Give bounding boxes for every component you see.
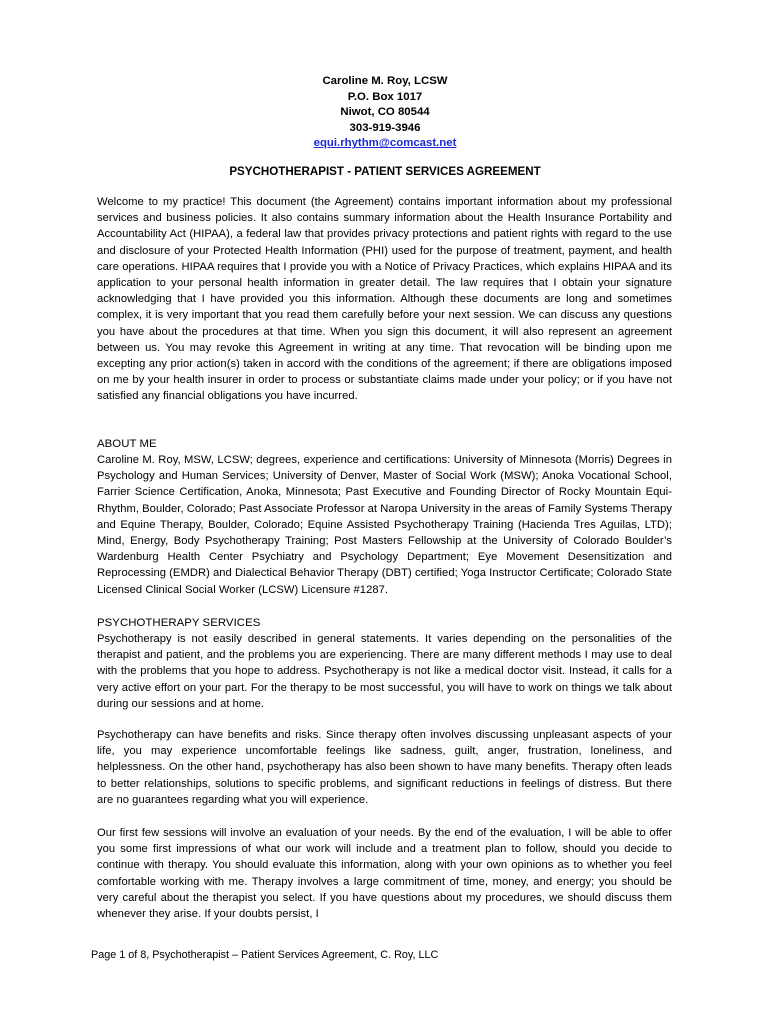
po-box: P.O. Box 1017	[347, 90, 423, 103]
phone-number: 303-919-3946	[349, 121, 421, 134]
city-state-zip: Niwot, CO 80544	[340, 106, 430, 119]
psychotherapy-paragraph-1: Psychotherapy is not easily described in general statements. It varies depending on the personalities of the therapist and patient, and the problems you are experiencing. There are many different methods I may use to deal with the problems that you hope to address. Psychotherapy is not like a medical doctor visit. Instead, it calls for a very active effort on your part. For the therapy to be most successful, you will have to work on things we talk about during our sessions and at home.	[97, 633, 672, 710]
document-title: PSYCHOTHERAPIST - PATIENT SERVICES AGREEMENT	[229, 165, 541, 178]
about-me-section	[97, 436, 672, 598]
page-footer: Page 1 of 8, Psychotherapist – Patient Services Agreement, C. Roy, LLC	[91, 949, 439, 961]
therapist-name: Caroline M. Roy, LCSW	[322, 75, 448, 87]
about-me-heading: ABOUT ME	[97, 438, 157, 450]
psychotherapy-services-section	[97, 615, 672, 712]
email-link[interactable]: equi.rhythm@comcast.net	[313, 137, 457, 150]
psychotherapy-paragraph-3: Our first few sessions will involve an evaluation of your needs. By the end of the evaluation, I will be able to offer you some first impressions of what our work will include and a treatment plan to follow, should you decide to continue with therapy. You should evaluate this information, along with your own opinions as to whether you feel comfortable working with me. Therapy involves a large commitment of time, money, and energy; you should be very careful about the therapist you select. If you have questions about my procedures, we should discuss them whenever they arise. If your doubts persist, I	[97, 827, 672, 921]
psychotherapy-paragraph-2: Psychotherapy can have benefits and risks. Since therapy often involves discussing unpleasant aspects of your life, you may experience uncomfortable feelings like sadness, guilt, anger, frustration, loneliness, and helplessness. On the other hand, psychotherapy has also been shown to have many benefits. Therapy often leads to better relationships, solutions to specific problems, and significant reductions in feelings of distress. But there are no guarantees regarding what you will experience.	[97, 729, 672, 806]
psychotherapy-services-heading: PSYCHOTHERAPY SERVICES	[97, 617, 261, 629]
letterhead	[0, 74, 770, 152]
intro-paragraph: Welcome to my practice! This document (the Agreement) contains important information about my professional services and business policies. It also contains summary information about the Health Insurance Portability and Accountability Act (HIPAA), a federal law that provides privacy protections and patient rights with regard to the use and disclosure of your Protected Health Information (PHI) used for the purpose of treatment, payment, and health care operations. HIPAA requires that I provide you with a Notice of Privacy Practices, which explains HIPAA and its application to your personal health information in greater detail. The law requires that I obtain your signature acknowledging that I have provided you this information. Although these documents are long and sometimes complex, it is very important that you read them carefully before your next session. We can discuss any questions you have about the procedures at that time. When you sign this document, it will also represent an agreement between us. You may revoke this Agreement in writing at any time. That revocation will be binding upon me excepting any prior action(s) taken in accord with the conditions of the agreement; if there are obligations imposed on me by your health insurer in order to process or substantiate claims made under your policy; or if you have not satisfied any financial obligations you have incurred.	[97, 196, 672, 403]
about-me-text: Caroline M. Roy, MSW, LCSW; degrees, experience and certifications: University of Minnesota (Morris) Degrees in Psychology and Human Services; University of Denver, Master of Social Work (MSW); Anoka Vocational School, Farrier Science Certification, Anoka, Minnesota; Past Executive and Founding Director of Rocky Mountain Equi-Rhythm, Boulder, Colorado; Past Associate Professor at Naropa University in the areas of Family Systems Therapy and Equine Therapy, Boulder, Colorado; Equine Assisted Psychotherapy Training (Hacienda Tres Aguilas, LTD); Mind, Energy, Body Psychotherapy Training; Post Masters Fellowship at the University of Colorado Boulder’s Wardenburg Health Center Psychiatry and Psychology Department; Eye Movement Desensitization and Reprocessing (EMDR) and Dialectical Behavior Therapy (DBT) certified; Yoga Instructor Certificate; Colorado State Licensed Clinical Social Worker (LCSW) Licensure #1287.	[97, 454, 673, 596]
